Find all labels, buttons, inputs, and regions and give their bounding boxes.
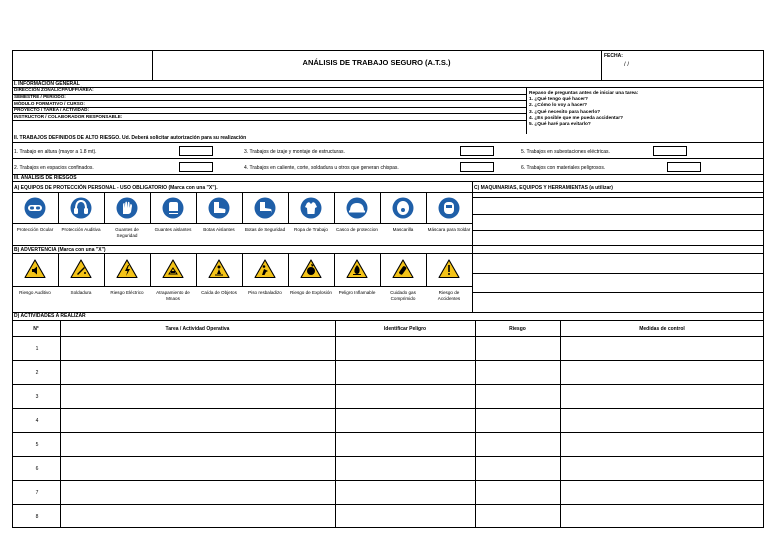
general-field-label: MÓDULO FORMATIVO / CURSO: xyxy=(14,100,85,106)
activities-column-header: Identificar Peligro xyxy=(383,325,427,332)
section-high-risk-heading: II. TRABAJOS DEFINIDOS DE ALTO RIESGO. Ud. Deberá solicitar autorización para su realización xyxy=(14,134,247,141)
epp-label: Botas Aislantes xyxy=(203,227,235,232)
epp-label: Protección Ocular xyxy=(16,227,54,232)
high-risk-item-1: 1. Trabajo en altura (mayor a 1.8 mt). xyxy=(14,149,97,155)
high-risk-item-6: 6. Trabajos con materiales peligrosos. xyxy=(521,165,606,171)
activity-row-number: 6 xyxy=(35,466,39,472)
high-risk-item-3: 3. Trabajos de izaje y montaje de estructuras. xyxy=(244,149,345,155)
high-risk-checkbox-5[interactable] xyxy=(653,146,687,156)
high-risk-checkbox-6[interactable] xyxy=(667,162,701,172)
high-risk-checkbox-1[interactable] xyxy=(179,146,213,156)
question-item: 5. ¿Qué haré para evitarlo? xyxy=(529,122,591,128)
noise-warning-icon xyxy=(24,258,46,280)
activity-row[interactable] xyxy=(12,384,764,408)
epp-label: Máscara para Soldar xyxy=(427,227,471,232)
epp-label: Casco de proteccion xyxy=(336,227,378,232)
glove-icon xyxy=(116,197,138,219)
welding-mask-icon xyxy=(438,197,460,219)
activity-row-number: 5 xyxy=(35,442,39,448)
epp-label: Botas de Seguridad xyxy=(244,227,286,232)
flammable-warning-icon xyxy=(346,258,368,280)
epp-label: Ropa de Trabajo xyxy=(294,227,328,232)
ear-protection-icon xyxy=(70,197,92,219)
warning-label: Cuidado gas Comprimido xyxy=(390,290,416,301)
section-general-heading: I. INFORMACIÓN GENERAL xyxy=(14,80,80,87)
question-item: 4. ¿Es posible que me pueda accidentar? xyxy=(529,115,624,121)
hand-crush-warning-icon xyxy=(162,258,184,280)
activity-row-number: 2 xyxy=(35,370,39,376)
activity-row[interactable] xyxy=(12,336,764,360)
question-item: 2. ¿Cómo lo voy a hacer? xyxy=(529,103,588,109)
accident-warning-icon xyxy=(438,258,460,280)
activity-row[interactable] xyxy=(12,408,764,432)
date-label: FECHA: xyxy=(604,53,623,59)
activities-column-header: N° xyxy=(33,325,39,332)
electric-warning-icon xyxy=(116,258,138,280)
compressed-gas-warning-icon xyxy=(392,258,414,280)
warning-label: Riesgo Eléctrico xyxy=(110,290,144,295)
machines-heading: C) MAQUINARIAS, EQUIPOS Y HERRAMIENTAS (a utilizar) xyxy=(474,184,613,191)
warning-label: Peligro Inflamable xyxy=(338,290,376,295)
activities-column-header: Medidas de control xyxy=(639,325,685,332)
general-field-label: DIRECCIÓN ZONAL/CFP/UFP/ÁREA: xyxy=(14,87,94,93)
questions-title: Repaso de preguntas antes de iniciar una tarea: xyxy=(529,91,639,96)
activity-row[interactable] xyxy=(12,432,764,456)
activity-row[interactable] xyxy=(12,504,764,528)
work-clothes-icon xyxy=(300,197,322,219)
epp-label: Mascarilla xyxy=(392,227,414,232)
high-risk-checkbox-4[interactable] xyxy=(460,162,494,172)
warning-label: Soldadura xyxy=(70,290,92,295)
activity-row-number: 4 xyxy=(35,418,39,424)
high-risk-item-4: 4. Trabajos en caliente, corte, soldadura u otros que generan chispas. xyxy=(244,165,399,171)
activities-heading: D) ACTIVIDADES A REALIZAR xyxy=(14,313,86,319)
safety-boot-icon xyxy=(254,197,276,219)
falling-objects-warning-icon xyxy=(208,258,230,280)
high-risk-item-5: 5. Trabajos en subestaciones eléctricas. xyxy=(521,149,610,155)
form-title: ANÁLISIS DE TRABAJO SEGURO (A.T.S.) xyxy=(302,58,451,67)
slippery-floor-warning-icon xyxy=(254,258,276,280)
activity-row-number: 1 xyxy=(35,346,39,352)
warning-heading: B) ADVERTENCIA (Marca con una "X") xyxy=(14,247,106,253)
activities-column-header: Tarea / Actividad Operativa xyxy=(165,325,230,332)
activity-row-number: 7 xyxy=(35,490,39,496)
section-risk-analysis-heading: III. ANALISIS DE RIESGOS xyxy=(14,174,77,181)
explosion-warning-icon xyxy=(300,258,322,280)
warning-label: Caída de Objetos xyxy=(201,290,237,295)
warning-label: Riesgo de Accidentes xyxy=(437,290,461,301)
epp-heading: A) EQUIPOS DE PROTECCIÓN PERSONAL - USO OBLIGATORIO (Marca con una "X"). xyxy=(14,184,218,191)
general-field-label: SEMESTRE / PERIODO: xyxy=(14,93,66,99)
warning-label: Riesgo de Explosión xyxy=(290,290,332,295)
epp-label: Guantes aislantes xyxy=(154,227,192,232)
insulating-glove-icon xyxy=(162,197,184,219)
activity-row[interactable] xyxy=(12,360,764,384)
welding-warning-icon xyxy=(70,258,92,280)
date-value[interactable]: / / xyxy=(624,62,630,68)
activity-row[interactable] xyxy=(12,480,764,504)
activity-row-number: 8 xyxy=(35,514,39,520)
general-field-label: INSTRUCTOR / COLABORADOR RESPONSABLE: xyxy=(14,113,123,119)
mask-icon xyxy=(392,197,414,219)
warning-label: Piso resbaladizo xyxy=(248,290,282,295)
activity-row[interactable] xyxy=(12,456,764,480)
activity-row-number: 3 xyxy=(35,394,39,400)
question-item: 3. ¿Qué necesito para hacerlo? xyxy=(529,109,601,115)
activities-column-header: Riesgo xyxy=(509,325,526,332)
warning-label: Atrapamiento de Mnaos xyxy=(156,290,190,301)
warning-label: Riesgo Auditivo xyxy=(19,290,51,295)
epp-label: Protección Auditiva xyxy=(61,227,101,232)
helmet-icon xyxy=(346,197,368,219)
insulating-boot-icon xyxy=(208,197,230,219)
high-risk-checkbox-3[interactable] xyxy=(460,146,494,156)
epp-label: Guantes de Seguridad xyxy=(115,227,139,238)
question-item: 1. ¿Qué tengo qué hacer? xyxy=(529,97,588,102)
high-risk-checkbox-2[interactable] xyxy=(179,162,213,172)
high-risk-item-2: 2. Trabajos en espacios confinados. xyxy=(14,165,94,171)
general-field-label: PROYECTO / TAREA / ACTIVIDAD: xyxy=(14,107,90,113)
goggles-icon xyxy=(24,197,46,219)
